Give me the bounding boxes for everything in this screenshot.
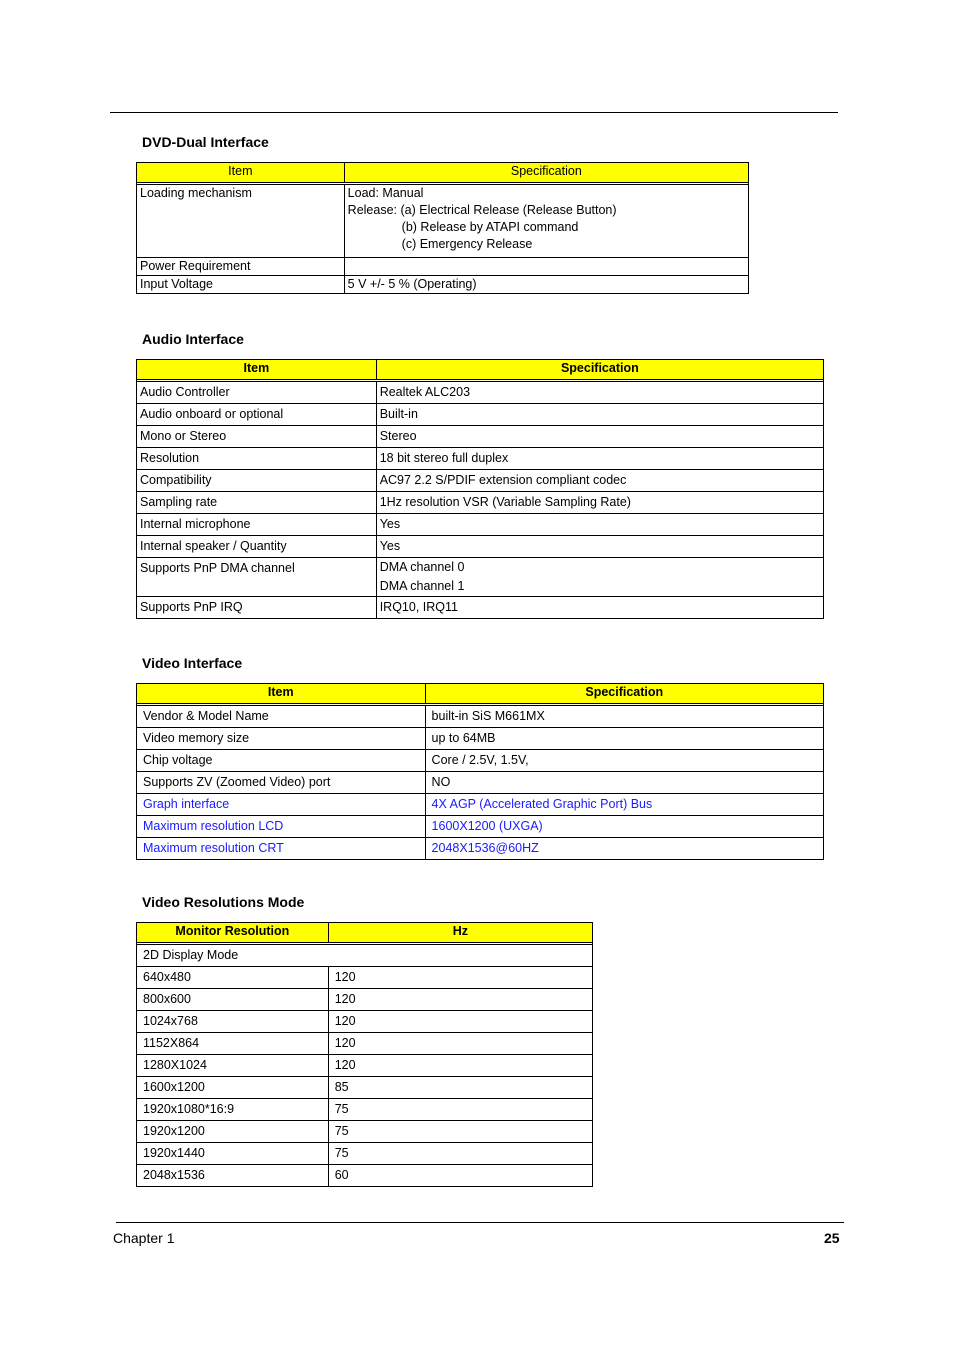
audio-item-cell: Audio onboard or optional bbox=[137, 404, 377, 426]
audio-table bbox=[136, 359, 824, 619]
dvd-spec-line: 5 V +/- 5 % (Operating) bbox=[347, 277, 477, 291]
audio-spec-cell bbox=[376, 492, 823, 514]
table-row bbox=[137, 382, 824, 404]
audio-spec-cell bbox=[376, 470, 823, 492]
table-row bbox=[137, 404, 824, 426]
video-item-cell: Chip voltage bbox=[137, 750, 426, 772]
audio-item-cell: Audio Controller bbox=[137, 382, 377, 404]
dvd-header-item: Item bbox=[137, 163, 345, 183]
hz-cell: 75 bbox=[328, 1099, 592, 1121]
resolutions-header-hz: Hz bbox=[328, 923, 592, 943]
resolutions-table bbox=[136, 922, 593, 1187]
table-row bbox=[137, 838, 824, 860]
table-row bbox=[137, 967, 593, 989]
dvd-spec-line: (b) Release by ATAPI command bbox=[401, 220, 579, 234]
resolution-cell: 1152X864 bbox=[137, 1033, 329, 1055]
audio-item-cell: Internal microphone bbox=[137, 514, 377, 536]
video-spec-cell: 4X AGP (Accelerated Graphic Port) Bus bbox=[425, 794, 823, 816]
table-row bbox=[137, 1077, 593, 1099]
audio-item-cell: Resolution bbox=[137, 448, 377, 470]
table-row bbox=[137, 1033, 593, 1055]
audio-spec-line: DMA channel 0 bbox=[379, 560, 465, 574]
dvd-section-title: DVD-Dual Interface bbox=[142, 134, 269, 150]
resolution-cell: 1600x1200 bbox=[137, 1077, 329, 1099]
audio-item-cell: Internal speaker / Quantity bbox=[137, 536, 377, 558]
video-section-title: Video Interface bbox=[142, 655, 243, 671]
audio-item-cell: Sampling rate bbox=[137, 492, 377, 514]
video-spec-cell: up to 64MB bbox=[425, 728, 823, 750]
audio-item-cell: Mono or Stereo bbox=[137, 426, 377, 448]
table-row bbox=[137, 794, 824, 816]
resolution-cell: 800x600 bbox=[137, 989, 329, 1011]
audio-spec-line: 18 bit stereo full duplex bbox=[379, 451, 509, 465]
resolution-cell: 1280X1024 bbox=[137, 1055, 329, 1077]
audio-header-spec: Specification bbox=[376, 360, 823, 380]
table-row bbox=[137, 536, 824, 558]
audio-section-title: Audio Interface bbox=[142, 331, 244, 347]
audio-spec-line: Realtek ALC203 bbox=[379, 385, 471, 399]
table-row bbox=[137, 514, 824, 536]
dvd-item-cell: Loading mechanism bbox=[137, 185, 345, 258]
dvd-table bbox=[136, 162, 749, 294]
audio-spec-cell bbox=[376, 514, 823, 536]
resolution-cell: 2048x1536 bbox=[137, 1165, 329, 1187]
audio-spec-line: AC97 2.2 S/PDIF extension compliant codec bbox=[379, 473, 627, 487]
video-spec-cell: 1600X1200 (UXGA) bbox=[425, 816, 823, 838]
dvd-spec-line: Release: (a) Electrical Release (Release Button) bbox=[347, 203, 617, 217]
table-row bbox=[137, 276, 749, 294]
resolutions-group-label: 2D Display Mode bbox=[137, 945, 593, 967]
dvd-item-cell: Input Voltage bbox=[137, 276, 345, 294]
hz-cell: 120 bbox=[328, 1033, 592, 1055]
resolution-cell: 1920x1080*16:9 bbox=[137, 1099, 329, 1121]
table-row bbox=[137, 816, 824, 838]
audio-spec-cell bbox=[376, 404, 823, 426]
audio-header-item: Item bbox=[137, 360, 377, 380]
audio-item-cell: Supports PnP IRQ bbox=[137, 597, 377, 619]
dvd-header-spec: Specification bbox=[344, 163, 748, 183]
audio-spec-line: Stereo bbox=[379, 429, 417, 443]
table-row bbox=[137, 1121, 593, 1143]
table-row bbox=[137, 1099, 593, 1121]
table-row bbox=[137, 1011, 593, 1033]
dvd-spec-line: Load: Manual bbox=[347, 186, 424, 200]
hz-cell: 75 bbox=[328, 1121, 592, 1143]
hz-cell: 120 bbox=[328, 967, 592, 989]
audio-spec-cell bbox=[376, 426, 823, 448]
footer-rule bbox=[116, 1222, 844, 1223]
table-row bbox=[137, 470, 824, 492]
footer-chapter: Chapter 1 bbox=[113, 1230, 175, 1246]
audio-spec-line: IRQ10, IRQ11 bbox=[379, 600, 458, 614]
audio-spec-cell bbox=[376, 382, 823, 404]
video-item-cell: Vendor & Model Name bbox=[137, 706, 426, 728]
footer-page-number: 25 bbox=[824, 1230, 840, 1246]
video-header-item: Item bbox=[137, 684, 426, 704]
audio-spec-line: Yes bbox=[379, 517, 401, 531]
table-row bbox=[137, 1165, 593, 1187]
video-spec-cell: Core / 2.5V, 1.5V, bbox=[425, 750, 823, 772]
resolution-cell: 1024x768 bbox=[137, 1011, 329, 1033]
hz-cell: 120 bbox=[328, 1011, 592, 1033]
table-row bbox=[137, 258, 749, 276]
audio-spec-line: DMA channel 1 bbox=[379, 579, 465, 593]
table-row bbox=[137, 492, 824, 514]
audio-item-cell: Compatibility bbox=[137, 470, 377, 492]
dvd-spec-line: (c) Emergency Release bbox=[401, 237, 533, 251]
video-spec-cell: built-in SiS M661MX bbox=[425, 706, 823, 728]
audio-spec-line: 1Hz resolution VSR (Variable Sampling Rate) bbox=[379, 495, 631, 509]
video-item-cell: Video memory size bbox=[137, 728, 426, 750]
dvd-item-cell: Power Requirement bbox=[137, 258, 345, 276]
resolutions-group-row bbox=[137, 945, 593, 967]
resolutions-header-res: Monitor Resolution bbox=[137, 923, 329, 943]
hz-cell: 75 bbox=[328, 1143, 592, 1165]
table-row bbox=[137, 706, 824, 728]
video-spec-cell: 2048X1536@60HZ bbox=[425, 838, 823, 860]
table-row bbox=[137, 1055, 593, 1077]
video-item-cell: Graph interface bbox=[137, 794, 426, 816]
video-header-spec: Specification bbox=[425, 684, 823, 704]
table-row bbox=[137, 750, 824, 772]
resolutions-section-title: Video Resolutions Mode bbox=[142, 894, 305, 910]
audio-spec-cell bbox=[376, 448, 823, 470]
audio-spec-line: Yes bbox=[379, 539, 401, 553]
resolution-cell: 1920x1200 bbox=[137, 1121, 329, 1143]
audio-item-cell: Supports PnP DMA channel bbox=[137, 558, 377, 597]
table-row bbox=[137, 989, 593, 1011]
hz-cell: 120 bbox=[328, 1055, 592, 1077]
dvd-spec-cell bbox=[344, 276, 748, 294]
hz-cell: 120 bbox=[328, 989, 592, 1011]
resolution-cell: 1920x1440 bbox=[137, 1143, 329, 1165]
top-rule bbox=[110, 112, 838, 113]
table-row bbox=[137, 448, 824, 470]
video-table bbox=[136, 683, 824, 860]
video-spec-cell: NO bbox=[425, 772, 823, 794]
audio-spec-cell bbox=[376, 597, 823, 619]
hz-cell: 85 bbox=[328, 1077, 592, 1099]
table-row bbox=[137, 426, 824, 448]
hz-cell: 60 bbox=[328, 1165, 592, 1187]
dvd-spec-cell bbox=[344, 185, 748, 258]
video-item-cell: Maximum resolution CRT bbox=[137, 838, 426, 860]
audio-spec-line: Built-in bbox=[379, 407, 418, 421]
dvd-spec-cell bbox=[344, 258, 748, 276]
table-row bbox=[137, 597, 824, 619]
video-item-cell: Supports ZV (Zoomed Video) port bbox=[137, 772, 426, 794]
table-row bbox=[137, 772, 824, 794]
audio-spec-cell bbox=[376, 558, 823, 597]
table-row bbox=[137, 728, 824, 750]
table-row bbox=[137, 185, 749, 258]
table-row bbox=[137, 1143, 593, 1165]
resolution-cell: 640x480 bbox=[137, 967, 329, 989]
table-row bbox=[137, 558, 824, 597]
video-item-cell: Maximum resolution LCD bbox=[137, 816, 426, 838]
audio-spec-cell bbox=[376, 536, 823, 558]
